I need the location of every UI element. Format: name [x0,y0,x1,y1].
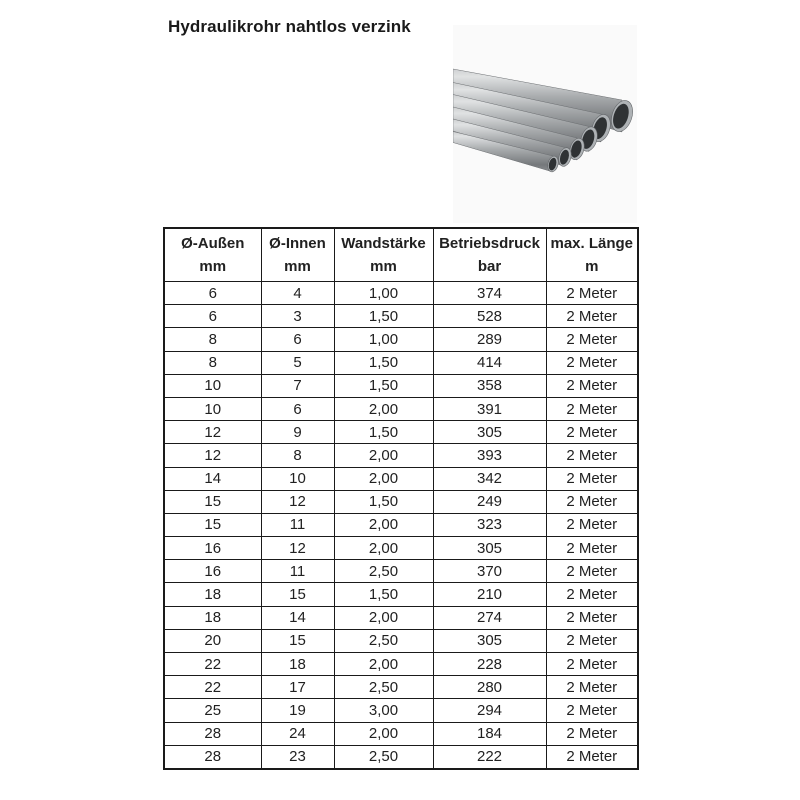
table-row [164,328,638,351]
table-body [164,282,638,769]
table-cell: 2,00 [334,722,433,745]
table-cell: 1,50 [334,421,433,444]
table-cell: 2,50 [334,745,433,769]
column-unit: m [585,258,599,275]
table-row [164,444,638,467]
table-cell: 3 [261,305,334,328]
table-cell: 2,00 [334,467,433,490]
table-row [164,351,638,374]
table-cell: 14 [261,606,334,629]
table-cell: 2 Meter [546,305,638,328]
table-row [164,282,638,305]
table-cell: 2,00 [334,537,433,560]
table-cell: 3,00 [334,699,433,722]
table-row [164,606,638,629]
table-cell: 305 [433,537,546,560]
table-cell: 10 [164,397,261,420]
table-cell: 28 [164,745,261,769]
table-cell: 2 Meter [546,699,638,722]
table-row [164,699,638,722]
column-unit: bar [477,258,502,275]
table-row [164,745,638,769]
table-cell: 18 [164,583,261,606]
table-row [164,421,638,444]
table-cell: 2 Meter [546,513,638,536]
column-header-1 [164,228,261,282]
table-cell: 222 [433,745,546,769]
table-cell: 2 Meter [546,351,638,374]
table-cell: 18 [164,606,261,629]
table-cell: 6 [261,328,334,351]
table-cell: 2 Meter [546,745,638,769]
table-cell: 12 [261,490,334,513]
table-cell: 10 [164,374,261,397]
column-unit: mm [199,258,227,275]
table-cell: 4 [261,282,334,305]
table-cell: 2 Meter [546,467,638,490]
table-cell: 374 [433,282,546,305]
table-row [164,513,638,536]
table-cell: 2,50 [334,560,433,583]
table-cell: 17 [261,676,334,699]
table-cell: 184 [433,722,546,745]
table-cell: 2 Meter [546,397,638,420]
table-cell: 2,00 [334,513,433,536]
table-cell: 2,00 [334,444,433,467]
pipes-illustration [453,25,637,223]
table-cell: 14 [164,467,261,490]
table-cell: 1,50 [334,490,433,513]
table-cell: 2,00 [334,653,433,676]
table-cell: 280 [433,676,546,699]
table-row [164,653,638,676]
column-unit: mm [370,258,397,275]
table-cell: 8 [164,351,261,374]
table-cell: 16 [164,537,261,560]
table-cell: 22 [164,676,261,699]
table-cell: 2,50 [334,629,433,652]
table-cell: 2 Meter [546,560,638,583]
table-cell: 5 [261,351,334,374]
table-cell: 294 [433,699,546,722]
table-cell: 305 [433,629,546,652]
table-cell: 2 Meter [546,421,638,444]
table-cell: 210 [433,583,546,606]
table-cell: 12 [164,421,261,444]
table-cell: 358 [433,374,546,397]
column-title: Ø-Außen [181,235,245,252]
table-cell: 370 [433,560,546,583]
table-row [164,722,638,745]
table-cell: 10 [261,467,334,490]
table-cell: 2 Meter [546,282,638,305]
table-cell: 12 [261,537,334,560]
column-header-3 [334,228,433,282]
table-cell: 1,00 [334,328,433,351]
table-cell: 24 [261,722,334,745]
table-row [164,560,638,583]
table-row [164,676,638,699]
table-cell: 323 [433,513,546,536]
table-cell: 6 [261,397,334,420]
column-header-2 [261,228,334,282]
table-cell: 9 [261,421,334,444]
table-cell: 274 [433,606,546,629]
column-header-4 [433,228,546,282]
table-cell: 228 [433,653,546,676]
table-cell: 11 [261,513,334,536]
table-cell: 22 [164,653,261,676]
table-cell: 2 Meter [546,328,638,351]
table-cell: 18 [261,653,334,676]
table-row [164,305,638,328]
table-cell: 6 [164,305,261,328]
table-cell: 2 Meter [546,722,638,745]
table-cell: 2 Meter [546,537,638,560]
table-cell: 414 [433,351,546,374]
table-cell: 249 [433,490,546,513]
table-row [164,374,638,397]
table-cell: 12 [164,444,261,467]
table-row [164,629,638,652]
table-cell: 28 [164,722,261,745]
table-cell: 7 [261,374,334,397]
table-cell: 2 Meter [546,444,638,467]
table-cell: 15 [261,583,334,606]
column-title: max. Länge [550,235,634,252]
table-cell: 16 [164,560,261,583]
table-row [164,537,638,560]
table-cell: 6 [164,282,261,305]
table-cell: 1,00 [334,282,433,305]
table-cell: 305 [433,421,546,444]
table-cell: 15 [164,513,261,536]
table-cell: 2 Meter [546,583,638,606]
table-cell: 1,50 [334,374,433,397]
table-cell: 25 [164,699,261,722]
table-cell: 20 [164,629,261,652]
table-cell: 15 [261,629,334,652]
table-cell: 11 [261,560,334,583]
table-cell: 8 [164,328,261,351]
table-row [164,490,638,513]
table-cell: 1,50 [334,305,433,328]
table-cell: 528 [433,305,546,328]
table-row [164,583,638,606]
table-cell: 2 Meter [546,676,638,699]
column-title: Ø-Innen [269,235,326,252]
table-cell: 2 Meter [546,629,638,652]
table-cell: 2 Meter [546,374,638,397]
column-header-5 [546,228,638,282]
table-cell: 23 [261,745,334,769]
column-title: Betriebsdruck [439,235,540,252]
table-cell: 2 Meter [546,653,638,676]
table-cell: 393 [433,444,546,467]
table-cell: 391 [433,397,546,420]
column-unit: mm [284,258,311,275]
table-header [164,228,638,282]
table-cell: 2 Meter [546,490,638,513]
table-row [164,467,638,490]
table-cell: 2,00 [334,606,433,629]
table-row [164,397,638,420]
spec-table [163,227,639,770]
table-cell: 2,00 [334,397,433,420]
table-cell: 1,50 [334,351,433,374]
table-cell: 19 [261,699,334,722]
table-cell: 15 [164,490,261,513]
table-cell: 289 [433,328,546,351]
table-cell: 342 [433,467,546,490]
table-cell: 8 [261,444,334,467]
table-cell: 2 Meter [546,606,638,629]
product-image [453,25,637,223]
page-title: Hydraulikrohr nahtlos verzink [168,17,411,36]
column-title: Wandstärke [341,235,426,252]
table-cell: 2,50 [334,676,433,699]
table-cell: 1,50 [334,583,433,606]
header-row [164,228,638,282]
